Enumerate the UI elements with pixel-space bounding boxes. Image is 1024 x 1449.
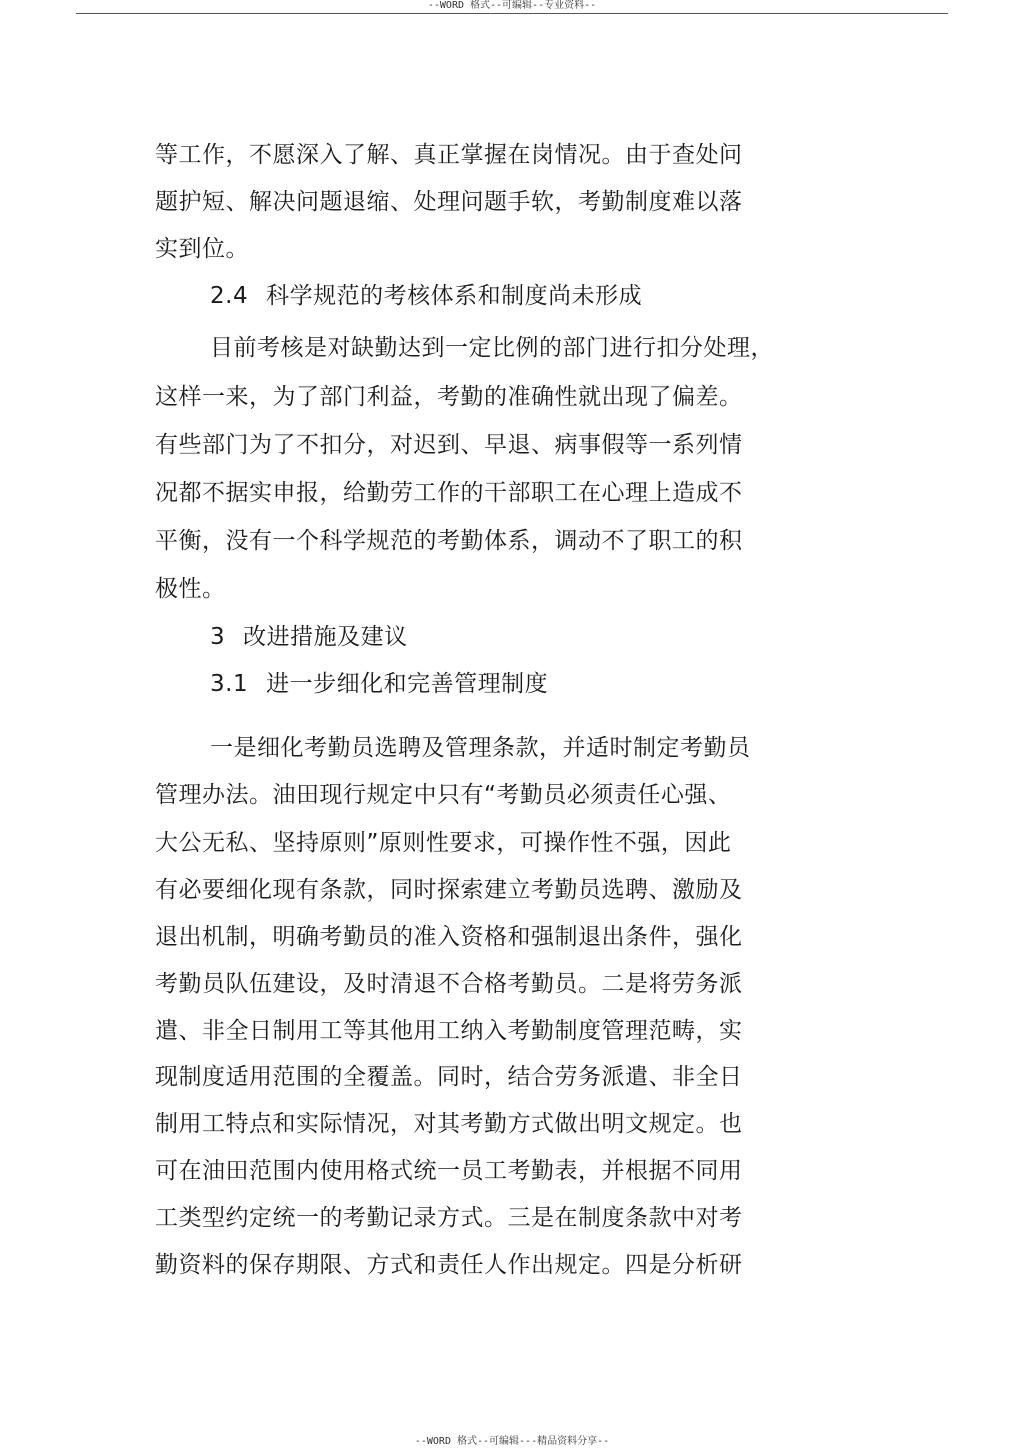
paragraph-line: 制用工特点和实际情况，对其考勤方式做出明文规定。也 <box>155 1111 743 1137</box>
paragraph-line: 目前考核是对缺勤达到一定比例的部门进行扣分处理， <box>210 335 774 361</box>
section-heading-3-1 <box>210 669 548 699</box>
paragraph-line: 考勤员队伍建设，及时清退不合格考勤员。二是将劳务派 <box>155 971 743 997</box>
paragraph-line: 极性。 <box>155 576 226 602</box>
paragraph-line: 这样一来，为了部门利益，考勤的准确性就出现了偏差。 <box>155 384 743 410</box>
paragraph-line: 退出机制，明确考勤员的准入资格和强制退出条件，强化 <box>155 924 743 950</box>
paragraph-line: 遣、非全日制用工等其他用工纳入考勤制度管理范畴，实 <box>155 1018 743 1044</box>
paragraph-line: 平衡，没有一个科学规范的考勤体系，调动不了职工的积 <box>155 528 743 554</box>
paragraph-line: 一是细化考勤员选聘及管理条款，并适时制定考勤员 <box>210 735 751 761</box>
paragraph-line: 工类型约定统一的考勤记录方式。三是在制度条款中对考 <box>155 1205 743 1231</box>
page-header: --WORD 格式--可编辑--专业资料-- <box>427 0 597 11</box>
paragraph-line: 等工作，不愿深入了解、真正掌握在岗情况。由于查处问 <box>155 142 743 168</box>
paragraph-line: 现制度适用范围的全覆盖。同时，结合劳务派遣、非全日 <box>155 1064 743 1090</box>
paragraph-line: 管理办法。油田现行规定中只有“考勤员必须责任心强、 <box>155 782 732 808</box>
heading-title: 进一步细化和完善管理制度 <box>266 671 549 697</box>
heading-number: 3.1 <box>210 671 249 697</box>
paragraph-line: 大公无私、坚持原则”原则性要求，可操作性不强，因此 <box>155 830 732 856</box>
heading-number: 3 <box>210 624 226 650</box>
header-divider <box>76 13 948 14</box>
paragraph-line: 勤资料的保存期限、方式和责任人作出规定。四是分析研 <box>155 1252 743 1278</box>
paragraph-line: 题护短、解决问题退缩、处理问题手软，考勤制度难以落 <box>155 189 743 215</box>
paragraph-line: 有些部门为了不扣分，对迟到、早退、病事假等一系列情 <box>155 432 743 458</box>
paragraph-line: 有必要细化现有条款，同时探索建立考勤员选聘、激励及 <box>155 877 743 903</box>
page-footer: --WORD 格式--可编辑---精品资料分享-- <box>414 1436 610 1447</box>
heading-title: 改进措施及建议 <box>243 624 408 650</box>
heading-number: 2.4 <box>210 283 249 309</box>
section-heading-3 <box>210 622 408 652</box>
paragraph-line: 可在油田范围内使用格式统一员工考勤表，并根据不同用 <box>155 1158 743 1184</box>
heading-title: 科学规范的考核体系和制度尚未形成 <box>266 283 643 309</box>
section-heading-2-4 <box>210 281 642 311</box>
paragraph-line: 实到位。 <box>155 236 249 262</box>
paragraph-line: 况都不据实申报，给勤劳工作的干部职工在心理上造成不 <box>155 480 743 506</box>
